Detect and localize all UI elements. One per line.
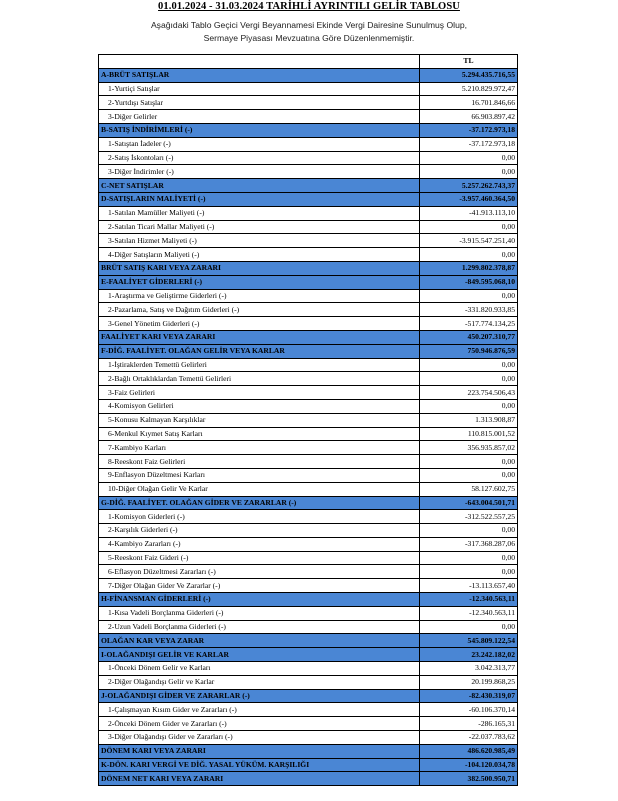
- section-row: [99, 634, 518, 648]
- row-amount: 66.903.897,42: [420, 110, 518, 124]
- page-title: [0, 1, 618, 12]
- row-label: 5-Reeskont Faiz Gideri (-): [99, 551, 420, 565]
- row-label: D-SATIŞLARIN MALİYETİ (-): [99, 192, 420, 206]
- section-row: [99, 261, 518, 275]
- row-amount: 16.701.846,66: [420, 96, 518, 110]
- line-item-row: [99, 662, 518, 676]
- row-amount: -517.774.134,25: [420, 317, 518, 331]
- section-row: [99, 179, 518, 193]
- row-amount: 0,00: [420, 220, 518, 234]
- row-label: 3-Faiz Gelirleri: [99, 386, 420, 400]
- line-item-row: [99, 289, 518, 303]
- row-amount: -12.340.563,11: [420, 606, 518, 620]
- row-label: 1-Komisyon Giderleri (-): [99, 510, 420, 524]
- line-item-row: [99, 358, 518, 372]
- line-item-row: [99, 731, 518, 745]
- line-item-row: [99, 468, 518, 482]
- page-title-text: 01.01.2024 - 31.03.2024 TARİHLİ AYRINTILI GELİR TABLOSU: [158, 1, 460, 12]
- row-amount: -3.915.547.251,40: [420, 234, 518, 248]
- row-label: 2-Pazarlama, Satış ve Dağıtım Giderleri (-): [99, 303, 420, 317]
- row-amount: 5.257.262.743,37: [420, 179, 518, 193]
- row-label: 1-Önceki Dönem Gelir ve Karları: [99, 662, 420, 676]
- row-label: F-DİĞ. FAALİYET. OLAĞAN GELİR VEYA KARLAR: [99, 344, 420, 358]
- row-amount: -286.165,31: [420, 717, 518, 731]
- subtitle-line-2: Sermaye Piyasası Mevzuatına Göre Düzenlenmemiştir.: [203, 33, 415, 43]
- income-statement-body: [99, 55, 518, 786]
- row-amount: 0,00: [420, 455, 518, 469]
- section-row: [99, 744, 518, 758]
- line-item-row: [99, 317, 518, 331]
- row-label: 2-Satılan Ticari Mallar Maliyeti (-): [99, 220, 420, 234]
- row-label: 3-Diğer Gelirler: [99, 110, 420, 124]
- row-label: 6-Menkul Kıymet Satış Karları: [99, 427, 420, 441]
- line-item-row: [99, 427, 518, 441]
- row-amount: 0,00: [420, 248, 518, 262]
- line-item-row: [99, 537, 518, 551]
- line-item-row: [99, 234, 518, 248]
- row-label: 1-Yurtiçi Satışlar: [99, 82, 420, 96]
- row-amount: 450.207.310,77: [420, 330, 518, 344]
- line-item-row: [99, 565, 518, 579]
- row-label: 2-Satış İskontoları (-): [99, 151, 420, 165]
- section-row: [99, 772, 518, 786]
- line-item-row: [99, 606, 518, 620]
- row-label: 5-Konusu Kalmayan Karşılıklar: [99, 413, 420, 427]
- row-amount: 0,00: [420, 165, 518, 179]
- line-item-row: [99, 165, 518, 179]
- row-label: 1-Satıştan İadeler (-): [99, 137, 420, 151]
- row-amount: 382.500.950,71: [420, 772, 518, 786]
- line-item-row: [99, 482, 518, 496]
- row-label: 1-İştiraklerden Temettü Gelirleri: [99, 358, 420, 372]
- row-label: 10-Diğer Olağan Gelir Ve Karlar: [99, 482, 420, 496]
- row-amount: -312.522.557,25: [420, 510, 518, 524]
- line-item-row: [99, 510, 518, 524]
- row-amount: -22.037.783,62: [420, 731, 518, 745]
- section-row: [99, 68, 518, 82]
- line-item-row: [99, 372, 518, 386]
- row-amount: -41.913.113,10: [420, 206, 518, 220]
- row-label: 7-Kambiyo Karları: [99, 441, 420, 455]
- row-label: 2-Bağlı Ortaklıklardan Temettü Gelirleri: [99, 372, 420, 386]
- row-amount: -3.957.460.364,50: [420, 192, 518, 206]
- row-label: 2-Önceki Dönem Gider ve Zararları (-): [99, 717, 420, 731]
- row-amount: 486.620.985,49: [420, 744, 518, 758]
- line-item-row: [99, 248, 518, 262]
- line-item-row: [99, 303, 518, 317]
- section-row: [99, 344, 518, 358]
- row-amount: -849.595.068,10: [420, 275, 518, 289]
- row-label: DÖNEM KARI VEYA ZARARI: [99, 744, 420, 758]
- row-label: DÖNEM NET KARI VEYA ZARARI: [99, 772, 420, 786]
- section-row: [99, 758, 518, 772]
- row-label: 1-Satılan Mamüller Maliyeti (-): [99, 206, 420, 220]
- row-amount: 110.815.001,52: [420, 427, 518, 441]
- section-row: [99, 123, 518, 137]
- section-row: [99, 330, 518, 344]
- row-amount: 356.935.857,02: [420, 441, 518, 455]
- row-label: G-DİĞ. FAALİYET. OLAĞAN GİDER VE ZARARLAR (-): [99, 496, 420, 510]
- row-label: 4-Diğer Satışların Maliyeti (-): [99, 248, 420, 262]
- row-amount: -331.820.933,85: [420, 303, 518, 317]
- row-amount: 5.210.829.972,47: [420, 82, 518, 96]
- row-amount: -37.172.973,18: [420, 123, 518, 137]
- line-item-row: [99, 441, 518, 455]
- line-item-row: [99, 675, 518, 689]
- row-label: K-DÖN. KARI VERGİ VE DİĞ. YASAL YÜKÜM. KARŞILIĞI: [99, 758, 420, 772]
- row-amount: 58.127.602,75: [420, 482, 518, 496]
- row-label: E-FAALİYET GİDERLERİ (-): [99, 275, 420, 289]
- row-amount: -82.430.319,07: [420, 689, 518, 703]
- row-label: 1-Çalışmayan Kısım Gider ve Zararları (-): [99, 703, 420, 717]
- table-header-row: [99, 55, 518, 69]
- row-label: B-SATIŞ İNDİRİMLERİ (-): [99, 123, 420, 137]
- row-amount: 0,00: [420, 565, 518, 579]
- row-label: 6-Eflasyon Düzeltmesi Zararları (-): [99, 565, 420, 579]
- line-item-row: [99, 455, 518, 469]
- row-amount: 0,00: [420, 551, 518, 565]
- row-label: 3-Genel Yönetim Giderleri (-): [99, 317, 420, 331]
- row-label: 8-Reeskont Faiz Gelirleri: [99, 455, 420, 469]
- row-label: 2-Uzun Vadeli Borçlanma Giderleri (-): [99, 620, 420, 634]
- section-row: [99, 496, 518, 510]
- line-item-row: [99, 524, 518, 538]
- row-label: 2-Yurtdışı Satışlar: [99, 96, 420, 110]
- row-amount: 223.754.506,43: [420, 386, 518, 400]
- row-amount: 1.299.802.378,87: [420, 261, 518, 275]
- line-item-row: [99, 703, 518, 717]
- row-amount: 545.809.122,54: [420, 634, 518, 648]
- line-item-row: [99, 551, 518, 565]
- section-row: [99, 648, 518, 662]
- line-item-row: [99, 220, 518, 234]
- row-label: C-NET SATIŞLAR: [99, 179, 420, 193]
- line-item-row: [99, 110, 518, 124]
- row-amount: 0,00: [420, 524, 518, 538]
- row-label: 2-Diğer Olağandışı Gelir ve Karlar: [99, 675, 420, 689]
- line-item-row: [99, 717, 518, 731]
- row-amount: 0,00: [420, 372, 518, 386]
- row-amount: 0,00: [420, 468, 518, 482]
- row-amount: 0,00: [420, 399, 518, 413]
- section-row: [99, 593, 518, 607]
- row-amount: -60.106.370,14: [420, 703, 518, 717]
- section-row: [99, 192, 518, 206]
- line-item-row: [99, 137, 518, 151]
- line-item-row: [99, 386, 518, 400]
- row-amount: -317.368.287,06: [420, 537, 518, 551]
- row-amount: 0,00: [420, 620, 518, 634]
- row-label: 3-Diğer Olağandışı Gider ve Zararları (-): [99, 731, 420, 745]
- row-label: FAALİYET KARI VEYA ZARARI: [99, 330, 420, 344]
- line-item-row: [99, 413, 518, 427]
- section-row: [99, 275, 518, 289]
- row-amount: 3.042.313,77: [420, 662, 518, 676]
- line-item-row: [99, 82, 518, 96]
- row-amount: 5.294.435.716,55: [420, 68, 518, 82]
- line-item-row: [99, 399, 518, 413]
- row-amount: 0,00: [420, 151, 518, 165]
- row-label: 3-Satılan Hizmet Maliyeti (-): [99, 234, 420, 248]
- row-amount: 20.199.868,25: [420, 675, 518, 689]
- line-item-row: [99, 151, 518, 165]
- currency-header: TL: [420, 55, 518, 69]
- row-label: A-BRÜT SATIŞLAR: [99, 68, 420, 82]
- row-label: OLAĞAN KAR VEYA ZARAR: [99, 634, 420, 648]
- line-item-row: [99, 579, 518, 593]
- row-label: 1-Kısa Vadeli Borçlanma Giderleri (-): [99, 606, 420, 620]
- row-amount: -104.120.034,78: [420, 758, 518, 772]
- row-amount: -37.172.973,18: [420, 137, 518, 151]
- section-row: [99, 689, 518, 703]
- income-statement-table: [98, 54, 518, 786]
- line-item-row: [99, 96, 518, 110]
- row-amount: 0,00: [420, 358, 518, 372]
- row-label: 4-Komisyon Gelirleri: [99, 399, 420, 413]
- row-label: 1-Araştırma ve Geliştirme Giderleri (-): [99, 289, 420, 303]
- row-label: 3-Diğer İndirimler (-): [99, 165, 420, 179]
- line-item-row: [99, 620, 518, 634]
- row-label: 9-Enflasyon Düzeltmesi Karları: [99, 468, 420, 482]
- row-amount: -12.340.563,11: [420, 593, 518, 607]
- line-item-row: [99, 206, 518, 220]
- header-label-cell: [99, 55, 420, 69]
- row-label: 7-Diğer Olağan Gider Ve Zararlar (-): [99, 579, 420, 593]
- row-amount: 23.242.182,02: [420, 648, 518, 662]
- row-label: J-OLAĞANDIŞI GİDER VE ZARARLAR (-): [99, 689, 420, 703]
- row-label: BRÜT SATIŞ KARI VEYA ZARARI: [99, 261, 420, 275]
- row-amount: -13.113.657,40: [420, 579, 518, 593]
- row-label: H-FİNANSMAN GİDERLERİ (-): [99, 593, 420, 607]
- row-amount: 1.313.908,87: [420, 413, 518, 427]
- row-label: 2-Karşılık Giderleri (-): [99, 524, 420, 538]
- row-amount: 750.946.876,59: [420, 344, 518, 358]
- row-label: I-OLAĞANDIŞI GELİR VE KARLAR: [99, 648, 420, 662]
- row-amount: 0,00: [420, 289, 518, 303]
- subtitle-line-1: Aşağıdaki Tablo Geçici Vergi Beyannamesi Ekinde Vergi Dairesine Sunulmuş Olup,: [150, 20, 468, 30]
- row-label: 4-Kambiyo Zararları (-): [99, 537, 420, 551]
- row-amount: -643.004.501,71: [420, 496, 518, 510]
